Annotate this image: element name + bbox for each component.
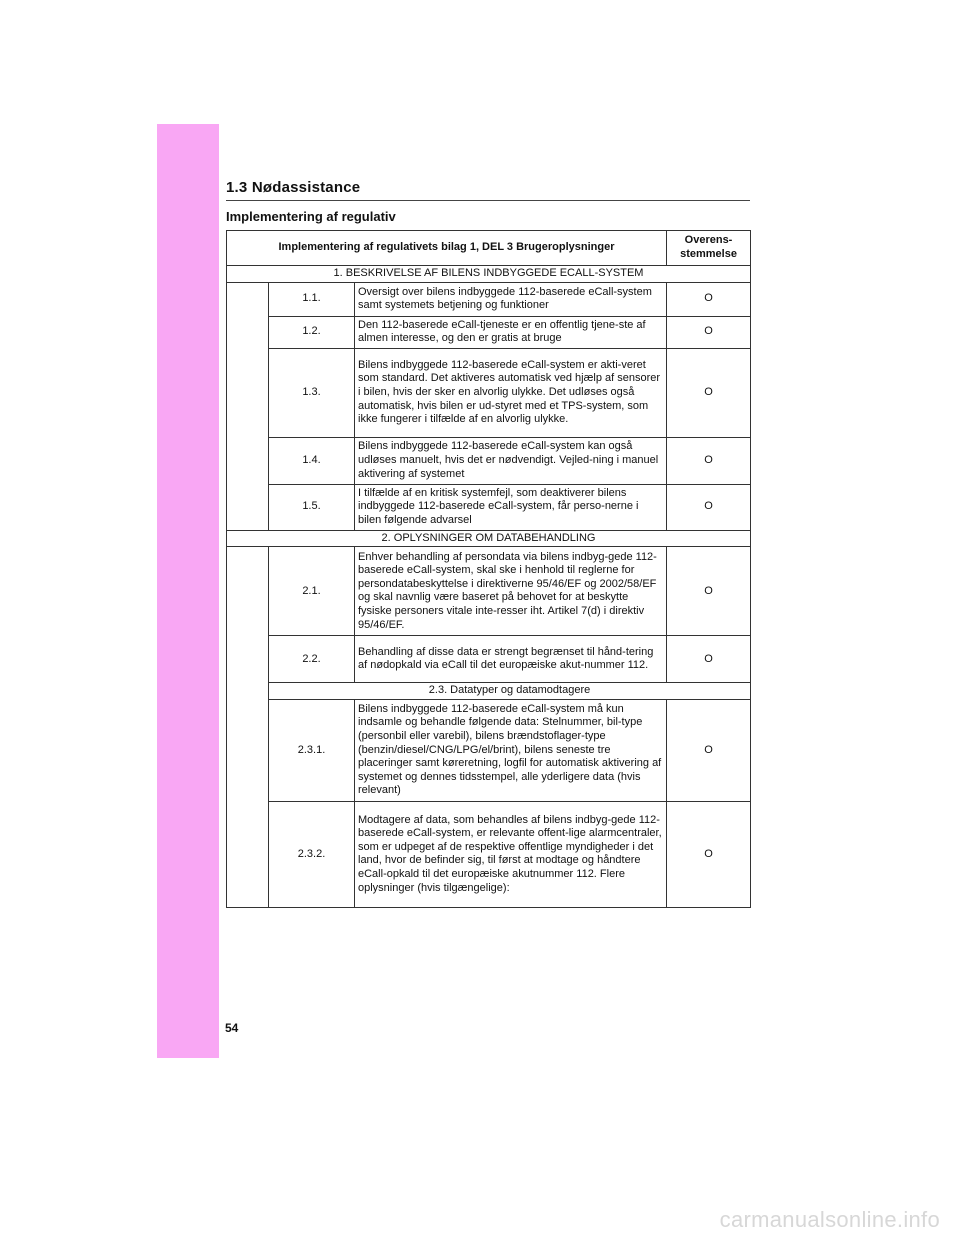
row-conformity: O	[667, 484, 751, 530]
row-number: 1.3.	[269, 348, 355, 437]
table-row	[227, 484, 751, 530]
row-conformity: O	[667, 437, 751, 484]
row-conformity: O	[667, 801, 751, 907]
table-row	[227, 437, 751, 484]
row-text: Bilens indbyggede 112-baserede eCall-system kan også udløses manuelt, hvis det er nødvendigt. Vejled-ning i manuel aktivering af systemet	[355, 437, 667, 484]
row-text: Bilens indbyggede 112-baserede eCall-system må kun indsamle og behandle følgende data: Stelnummer, bil-type (personbil eller varebil), bilens brændstoflager-type (benzin/diesel/CNG/LPG/el/brint), bilens seneste tre placeringer samt køreretning, logfil for automatisk aktivering af systemet og dennes tidsstempel, alle yderligere data (hvis relevant)	[355, 699, 667, 801]
table-row	[227, 547, 751, 636]
section-title-cell: 2. OPLYSNINGER OM DATABEHANDLING	[227, 530, 751, 547]
subsection-row	[227, 683, 751, 700]
row-number: 2.1.	[269, 547, 355, 636]
subsection-title-cell: 2.3. Datatyper og datamodtagere	[269, 683, 751, 700]
table-row	[227, 636, 751, 683]
row-text: Bilens indbyggede 112-baserede eCall-system er akti-veret som standard. Det aktiveres automatisk ved hjælp af sensorer i bilen, hvis der sker en alvorlig ulykke. Det udløses også automatisk, hvis bilen er ud-styret med et TPS-system, som ikke fungerer i tilfælde af en alvorlig ulykke.	[355, 348, 667, 437]
row-number: 1.1.	[269, 282, 355, 316]
row-text: Modtagere af data, som behandles af bilens indbyg-gede 112-baserede eCall-system, er relevante offent-lige alarmcentraler, som er udpeget af de respektive offentlige myndigheder i det land, hvor de befinder sig, til først at modtage og håndtere eCall-opkald til det europæiske akutnummer 112. Flere oplysninger (hvis tilgængelige):	[355, 801, 667, 907]
subheading: Implementering af regulativ	[226, 209, 396, 224]
regulation-table	[226, 230, 751, 908]
row-conformity: O	[667, 316, 751, 348]
row-text: Behandling af disse data er strengt begrænset til hånd-tering af nødopkald via eCall til det europæiske akut-nummer 112.	[355, 636, 667, 683]
watermark: carmanualsonline.info	[719, 1207, 940, 1232]
table-row	[227, 316, 751, 348]
row-text: Enhver behandling af persondata via bilens indbyg-gede 112-baserede eCall-system, skal ske i henhold til reglerne for persondatabeskyttelse i direktiverne 95/46/EF og 2002/58/EF og skal navnlig være baseret på behovet for at beskytte fysiske personers vitale inte-resser iht. Artikel 7(d) i direktiv 95/46/EF.	[355, 547, 667, 636]
row-number: 1.2.	[269, 316, 355, 348]
row-conformity: O	[667, 348, 751, 437]
section-row	[227, 266, 751, 283]
table-row	[227, 801, 751, 907]
row-conformity: O	[667, 699, 751, 801]
blank-cell	[227, 282, 269, 530]
table-row	[227, 282, 751, 316]
row-conformity: O	[667, 636, 751, 683]
table-header-conformity: Overens- stemmelse	[667, 231, 751, 266]
row-number: 1.4.	[269, 437, 355, 484]
section-divider	[226, 200, 750, 201]
table-row	[227, 348, 751, 437]
chapter-side-tab	[157, 124, 219, 1058]
row-conformity: O	[667, 282, 751, 316]
row-number: 2.2.	[269, 636, 355, 683]
row-number: 1.5.	[269, 484, 355, 530]
row-text: Den 112-baserede eCall-tjeneste er en offentlig tjene-ste af almen interesse, og den er gratis at bruge	[355, 316, 667, 348]
section-title-cell: 1. BESKRIVELSE AF BILENS INDBYGGEDE ECALL-SYSTEM	[227, 266, 751, 283]
section-title: 1.3 Nødassistance	[226, 179, 361, 196]
section-row	[227, 530, 751, 547]
table-header-main: Implementering af regulativets bilag 1, DEL 3 Brugeroplysninger	[227, 231, 667, 266]
row-conformity: O	[667, 547, 751, 636]
row-text: Oversigt over bilens indbyggede 112-baserede eCall-system samt systemets betjening og funktioner	[355, 282, 667, 316]
blank-cell	[227, 547, 269, 908]
row-number: 2.3.2.	[269, 801, 355, 907]
row-number: 2.3.1.	[269, 699, 355, 801]
table-row	[227, 699, 751, 801]
row-text: I tilfælde af en kritisk systemfejl, som deaktiverer bilens indbyggede 112-baserede eCall-system, får perso-nerne i bilen følgende advarsel	[355, 484, 667, 530]
table-header-row	[227, 231, 751, 266]
page-number: 54	[225, 1021, 239, 1035]
